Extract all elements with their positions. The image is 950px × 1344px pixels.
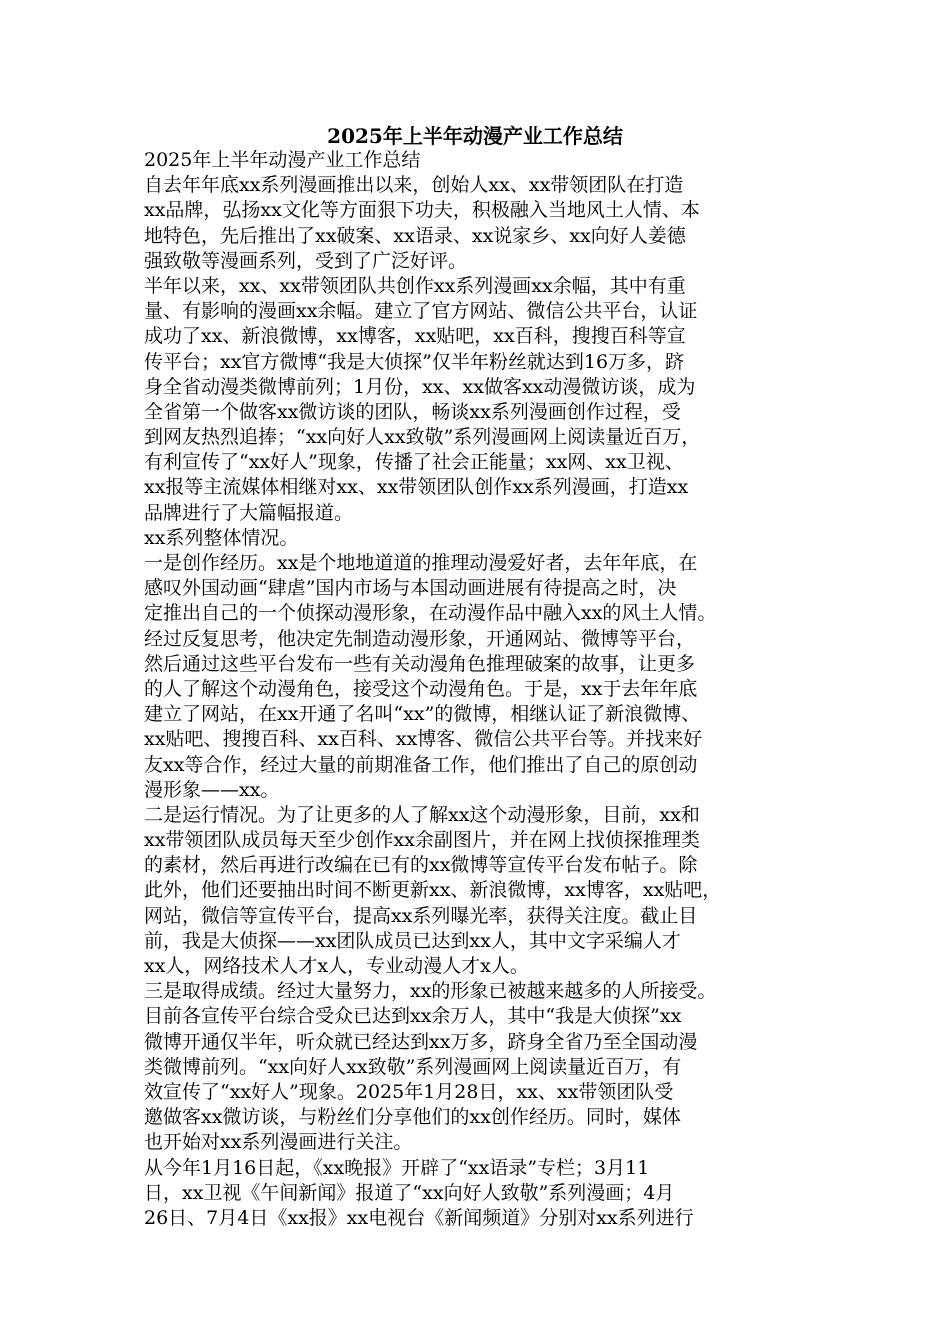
- text-line: 到网友热烈追捧；“xx向好人xx致敬”系列漫画网上阅读量近百万，: [144, 426, 701, 449]
- text-line: 定推出自己的一个侦探动漫形象，在动漫作品中融入xx的风土人情。: [144, 602, 717, 625]
- text-line: 从今年1月16日起，《xx晚报》开辟了“xx语录”专栏；3月11: [144, 1156, 650, 1179]
- text-line: 邀做客xx微访谈，与粉丝们分享他们的xx创作经历。同时，媒体: [144, 1106, 681, 1129]
- text-line: 类微博前列。“xx向好人xx致敬”系列漫画网上阅读量近百万，有: [144, 1055, 682, 1078]
- text-line: 量、有影响的漫画xx余幅。建立了官方网站、微信公共平台，认证: [144, 300, 698, 323]
- text-line: 建立了网站，在xx开通了名叫“xx”的微博，相继认证了新浪微博、: [144, 703, 701, 726]
- text-line: 26日、7月4日《xx报》xx电视台《新闻频道》分别对xx系列进行: [144, 1206, 694, 1229]
- text-line: 品牌进行了大篇幅报道。: [144, 501, 354, 524]
- text-line: 网站，微信等宣传平台，提高xx系列曝光率，获得关注度。截止目: [144, 904, 698, 927]
- text-line: 的素材，然后再进行改编在已有的xx微博等宣传平台发布帖子。除: [144, 854, 698, 877]
- text-line: 二是运行情况。为了让更多的人了解xx这个动漫形象，目前，xx和: [144, 803, 700, 826]
- text-line: 一是创作经历。xx是个地地道道的推理动漫爱好者，去年年底，在: [144, 552, 698, 574]
- text-line: 经过反复思考，他决定先制造动漫形象，开通网站、微博等平台，: [144, 627, 696, 650]
- text-line: 强致敬等漫画系列，受到了广泛好评。: [144, 249, 468, 272]
- text-line: 感叹外国动画“肆虐”国内市场与本国动画进展有待提高之时，决: [144, 577, 677, 600]
- document-title: 2025年上半年动漫产业工作总结: [327, 124, 623, 148]
- text-line: 三是取得成绩。经过大量努力，xx的形象已被越来越多的人所接受。: [144, 980, 717, 1003]
- text-line: 微博开通仅半年，听众就已经达到xx万多，跻身全省乃至全国动漫: [144, 1030, 698, 1053]
- text-line: 日，xx卫视《午间新闻》报道了“xx向好人致敬”系列漫画；4月: [144, 1181, 675, 1204]
- text-line: xx系列整体情况。: [144, 526, 299, 549]
- text-line: 自去年年底xx系列漫画推出以来，创始人xx、xx带领团队在打造: [144, 174, 684, 197]
- text-line: 的人了解这个动漫角色，接受这个动漫角色。于是，xx于去年年底: [144, 677, 698, 700]
- text-line: 地特色，先后推出了xx破案、xx语录、xx说家乡、xx向好人姜德: [144, 224, 686, 247]
- text-line: 身全省动漫类微博前列；1月份，xx、xx做客xx动漫微访谈，成为: [144, 375, 696, 398]
- text-line: xx人，网络技术人才x人，专业动漫人才x人。: [144, 955, 529, 977]
- text-line: 全省第一个做客xx微访谈的团队，畅谈xx系列漫画创作过程，受: [144, 400, 681, 423]
- text-line: xx贴吧、搜搜百科、xx百科、xx博客、微信公共平台等。并找来好: [144, 728, 703, 751]
- document-body: [144, 148, 824, 1231]
- text-line: xx品牌，弘扬xx文化等方面狠下功夫，积极融入当地风土人情、本: [144, 199, 700, 222]
- text-line: 漫形象——xx。: [144, 778, 280, 801]
- text-line: 目前各宣传平台综合受众已达到xx余万人，其中“我是大侦探”xx: [144, 1005, 682, 1028]
- text-line: 效宣传了“xx好人”现象。2025年1月28日，xx、xx带领团队受: [144, 1080, 674, 1103]
- text-line: 有利宣传了“xx好人”现象，传播了社会正能量；xx网、xx卫视、: [144, 451, 684, 474]
- text-line: 也开始对xx系列漫画进行关注。: [144, 1131, 413, 1154]
- text-line: 此外，他们还要抽出时间不断更新xx、新浪微博，xx博客，xx贴吧，: [144, 879, 722, 902]
- text-line: 前，我是大侦探——xx团队成员已达到xx人，其中文字采编人才: [144, 929, 681, 952]
- text-line: 然后通过这些平台发布一些有关动漫角色推理破案的故事，让更多: [144, 652, 696, 675]
- text-line: xx报等主流媒体相继对xx、xx带领团队创作xx系列漫画，打造xx: [144, 476, 689, 499]
- text-line: xx带领团队成员每天至少创作xx余副图片，并在网上找侦探推理类: [144, 829, 700, 852]
- text-line: 半年以来，xx、xx带领团队共创作xx系列漫画xx余幅，其中有重: [144, 274, 686, 297]
- text-line: 友xx等合作，经过大量的前期准备工作，他们推出了自己的原创动: [144, 753, 698, 776]
- text-line: 传平台；xx官方微博“我是大侦探”仅半年粉丝就达到16万多，跻: [144, 350, 685, 373]
- text-line: 2025年上半年动漫产业工作总结: [144, 149, 421, 171]
- text-line: 成功了xx、新浪微博，xx博客，xx贴吧，xx百科，搜搜百科等宣: [144, 325, 686, 348]
